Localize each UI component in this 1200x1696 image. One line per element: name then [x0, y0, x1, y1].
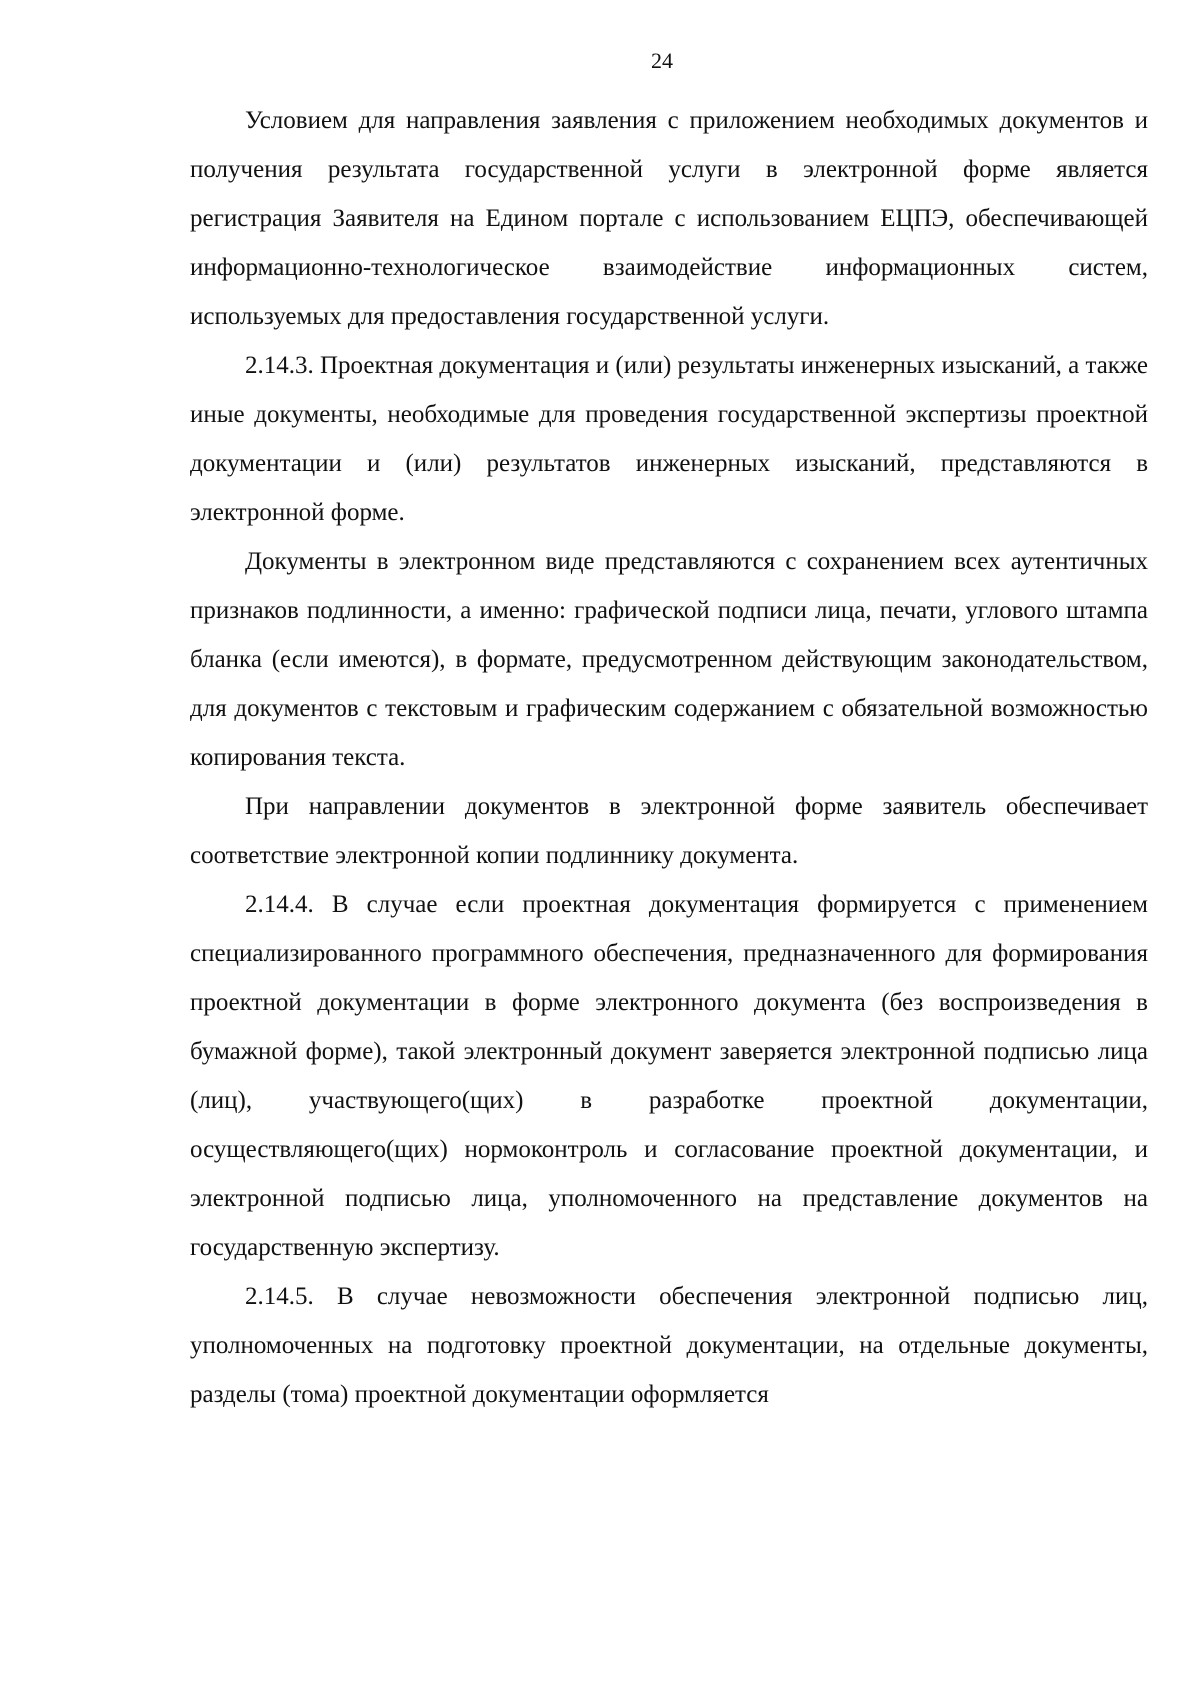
- paragraph-electronic-copy: При направлении документов в электронной форме заявитель обеспечивает соответствие электронной копии подлиннику документа.: [190, 793, 1148, 869]
- paragraph-electronic-documents: Документы в электронном виде представляются с сохранением всех аутентичных признаков подлинности, а именно: графической подписи лица, печати, углового штампа бланка (если имеются), в формате, предусмотренном действующим законодательством, для документов с текстовым и графическим содержанием с обязательной возможностью копирования текста.: [190, 548, 1148, 771]
- paragraph-2-14-5: 2.14.5. В случае невозможности обеспечения электронной подписью лиц, уполномоченных на подготовку проектной документации, на отдельные документы, разделы (тома) проектной документации оформляется: [190, 1283, 1148, 1408]
- paragraph-2-14-3: 2.14.3. Проектная документация и (или) результаты инженерных изысканий, а также иные документы, необходимые для проведения государственной экспертизы проектной документации и (или) результатов инженерных изысканий, представляются в электронной форме.: [190, 352, 1148, 526]
- page-number: 24: [651, 48, 673, 73]
- document-body: [190, 96, 1148, 1419]
- paragraph-registration-condition: Условием для направления заявления с приложением необходимых документов и получения результата государственной услуги в электронной форме является регистрация Заявителя на Едином портале с использованием ЕЦПЭ, обеспечивающей информационно-технологическое взаимодействие информационных систем, используемых для предоставления государственной услуги.: [190, 107, 1148, 330]
- paragraph-2-14-4: 2.14.4. В случае если проектная документация формируется с применением специализированного программного обеспечения, предназначенного для формирования проектной документации в форме электронного документа (без воспроизведения в бумажной форме), такой электронный документ заверяется электронной подписью лица (лиц), участвующего(щих) в разработке проектной документации, осуществляющего(щих) нормоконтроль и согласование проектной документации, и электронной подписью лица, уполномоченного на представление документов на государственную экспертизу.: [190, 891, 1148, 1261]
